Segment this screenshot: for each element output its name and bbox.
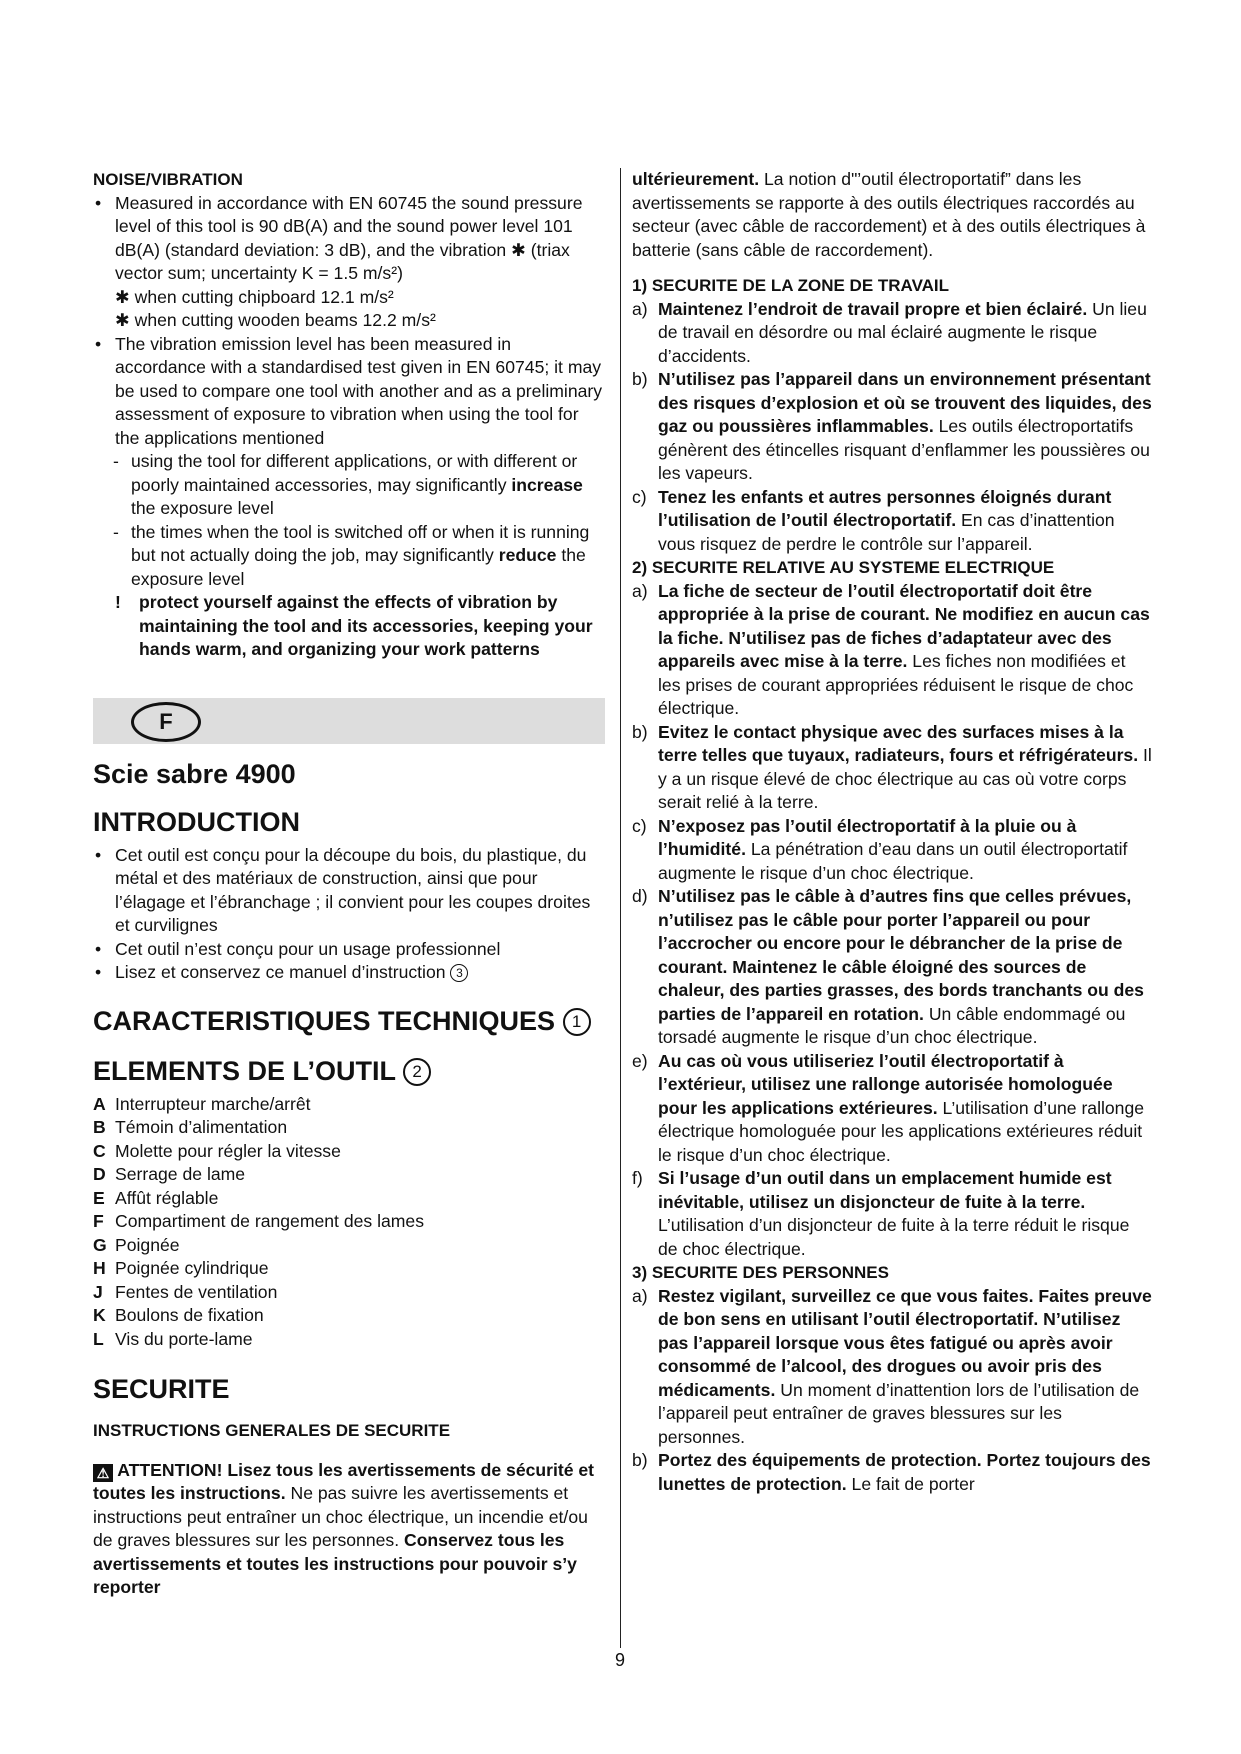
left-column [93, 168, 605, 1600]
protect-warning: ! protect yourself against the effects of vibration by maintaining the tool and its accessories, keeping your hands warm, and organizing your work patterns [115, 592, 593, 659]
section-2-heading: 2) SECURITE RELATIVE AU SYSTEME ELECTRIQUE [632, 558, 1055, 577]
intro-bullet: • Lisez et conservez ce manuel d’instruction 3 [93, 961, 605, 985]
safety-item: c) N’exposez pas l’outil électroportatif à la pluie ou à l’humidité. La pénétration d’eau dans un outil électroportatif augmente le risque d’un choc électrique. [632, 815, 1128, 883]
language-band [93, 698, 605, 744]
noise-bullet-2: • The vibration emission level has been measured in accordance with a standardised test given in EN 60745; it may be used to compare one tool with another and as a preliminary assessment of exposure to vibration when using the tool for the applications mentioned [95, 333, 603, 448]
page-number: 9 [614, 1650, 625, 1670]
safety-item: b) Evitez le contact physique avec des surfaces mises à la terre telles que tuyaux, radiateurs, fours et réfrigérateurs. Il y a un risque élevé de choc électrique au cas où votre corps serait relié à la terre. [632, 721, 1152, 812]
tech-heading: CARACTERISTIQUES TECHNIQUES 1 [93, 1005, 605, 1037]
figure-ref-badge: 3 [450, 964, 468, 982]
intro-bullet: • Cet outil n’est conçu pour un usage professionnel [95, 938, 501, 959]
part-item: F Compartiment de rangement des lames [93, 1211, 425, 1231]
safety-item: a) La fiche de secteur de l’outil électroportatif doit être appropriée à la prise de courant. Ne modifiez en aucun cas la fiche. N’utilisez pas de fiches d’adaptateur avec des appareils avec mise à la terre. Les fiches non modifiées et les prises de courant appropriées réduisent le risque de choc électrique. [632, 580, 1150, 718]
intro-heading: INTRODUCTION [93, 806, 300, 837]
attention-paragraph: ⚠ ATTENTION! Lisez tous les avertissements de sécurité et toutes les instructions. Ne pas suivre les avertissements et instructions peut entraîner un choc électrique, un incendie et/ou de graves blessures sur les personnes. Conservez tous les avertissements et toutes les instructions pour pouvoir s’y reporter [93, 1459, 595, 1597]
noise-bullet-1: • Measured in accordance with EN 60745 the sound pressure level of this tool is 90 dB(A) and the sound power level 101 dB(A) (standard deviation: 3 dB), and the vibration ✱ (triax vector sum; uncertainty K = 1.5 m/s²) [95, 192, 583, 283]
safety-item: b) Portez des équipements de protection. Portez toujours des lunettes de protection. Le fait de porter [632, 1450, 1151, 1494]
warning-triangle-icon: ⚠ [93, 1464, 113, 1482]
elements-heading: ELEMENTS DE L’OUTIL 2 [93, 1055, 605, 1087]
part-item: B Témoin d’alimentation [93, 1117, 288, 1137]
part-item: C Molette pour régler la vitesse [93, 1140, 341, 1161]
part-item: E Affût réglable [93, 1187, 219, 1208]
safety-item: a) Maintenez l’endroit de travail propre et bien éclairé. Un lieu de travail en désordre ou mal éclairé augmente le risque d’accidents. [632, 298, 1147, 366]
right-column [632, 168, 1152, 1496]
general-safety-heading: INSTRUCTIONS GENERALES DE SECURITE [93, 1421, 451, 1440]
safety-item: b) N’utilisez pas l’appareil dans un environnement présentant des risques d’explosion et où se trouvent des liquides, des gaz ou poussières inflammables. Les outils électroportatifs génèrent des étincelles risquant d’enflammer les poussières ou les vapeurs. [632, 369, 1152, 483]
star-beams: ✱ when cutting wooden beams 12.2 m/s² [115, 310, 436, 330]
part-item: A Interrupteur marche/arrêt [93, 1093, 311, 1114]
figure-ref-badge: 2 [403, 1058, 431, 1086]
parts-list [93, 1093, 605, 1352]
part-item: J Fentes de ventilation [93, 1281, 278, 1302]
noise-heading: NOISE/VIBRATION [93, 170, 243, 189]
part-item: G Poignée [93, 1234, 180, 1255]
securite-heading: SECURITE [93, 1374, 230, 1404]
section-3-heading: 3) SECURITE DES PERSONNES [632, 1263, 889, 1282]
part-item: K Boulons de fixation [93, 1305, 264, 1325]
intro-bullet: • Cet outil est conçu pour la découpe du bois, du plastique, du métal et des matériaux de construction, ainsi que pour l’élagage et l’ébranchage ; il convient pour les coupes droites et curvilignes [95, 844, 591, 935]
exclamation-icon: ! [115, 592, 121, 612]
safety-item: d) N’utilisez pas le câble à d’autres fins que celles prévues, n’utilisez pas le câble pour porter l’appareil ou pour l’accrocher ou encore pour le débrancher de la prise de courant. Maintenez le câble éloigné des sources de chaleur, des parties grasses, des bords tranchants ou des parties de l’appareil en rotation. Un câble endommagé ou torsadé augmente le risque d’un choc électrique. [632, 886, 1144, 1047]
continuation-paragraph: ultérieurement. La notion d"’outil électroportatif” dans les avertissements se rapporte à des outils électriques raccordés au secteur (avec câble de raccordement) et à des outils électriques à batterie (sans câble de raccordement). [632, 169, 1146, 260]
part-item: H Poignée cylindrique [93, 1258, 269, 1278]
safety-item: c) Tenez les enfants et autres personnes éloignés durant l’utilisation de l’outil électroportatif. En cas d’inattention vous risquez de perdre le contrôle sur l’appareil. [632, 486, 1115, 554]
section-1-heading: 1) SECURITE DE LA ZONE DE TRAVAIL [632, 276, 950, 295]
part-item: L Vis du porte-lame [93, 1328, 253, 1349]
figure-ref-badge: 1 [563, 1008, 591, 1036]
safety-item: e) Au cas où vous utiliseriez l’outil électroportatif à l’extérieur, utilisez une rallonge autorisée homologuée pour les applications extérieures. L’utilisation d’une rallonge électrique homologuée pour les applications extérieures réduit le risque d’un choc électrique. [632, 1050, 1145, 1165]
intro-list [93, 844, 605, 985]
dash-item-2: - the times when the tool is switched off or when it is running but not actually doing the job, may significantly reduce the exposure level [113, 521, 590, 589]
product-title: Scie sabre 4900 [93, 758, 296, 789]
dash-item-1: - using the tool for different applications, or with different or poorly maintained accessories, may significantly increase the exposure level [113, 451, 583, 518]
column-divider [620, 168, 621, 1648]
language-badge: F [131, 702, 201, 742]
safety-item: a) Restez vigilant, surveillez ce que vous faites. Faites preuve de bon sens en utilisant l’outil électroportatif. N’utilisez pas l’appareil lorsque vous êtes fatigué ou après avoir consommé de l’alcool, des drogues ou avoir pris des médicaments. Un moment d’inattention lors de l’utilisation de l’appareil peut entraîner de graves blessures sur les personnes. [632, 1285, 1152, 1447]
star-chipboard: ✱ when cutting chipboard 12.1 m/s² [115, 286, 394, 307]
safety-item: f) Si l’usage d’un outil dans un emplacement humide est inévitable, utilisez un disjoncteur de fuite à la terre. L’utilisation d’un disjoncteur de fuite à la terre réduit le risque de choc électrique. [632, 1168, 1130, 1259]
part-item: D Serrage de lame [93, 1164, 246, 1184]
